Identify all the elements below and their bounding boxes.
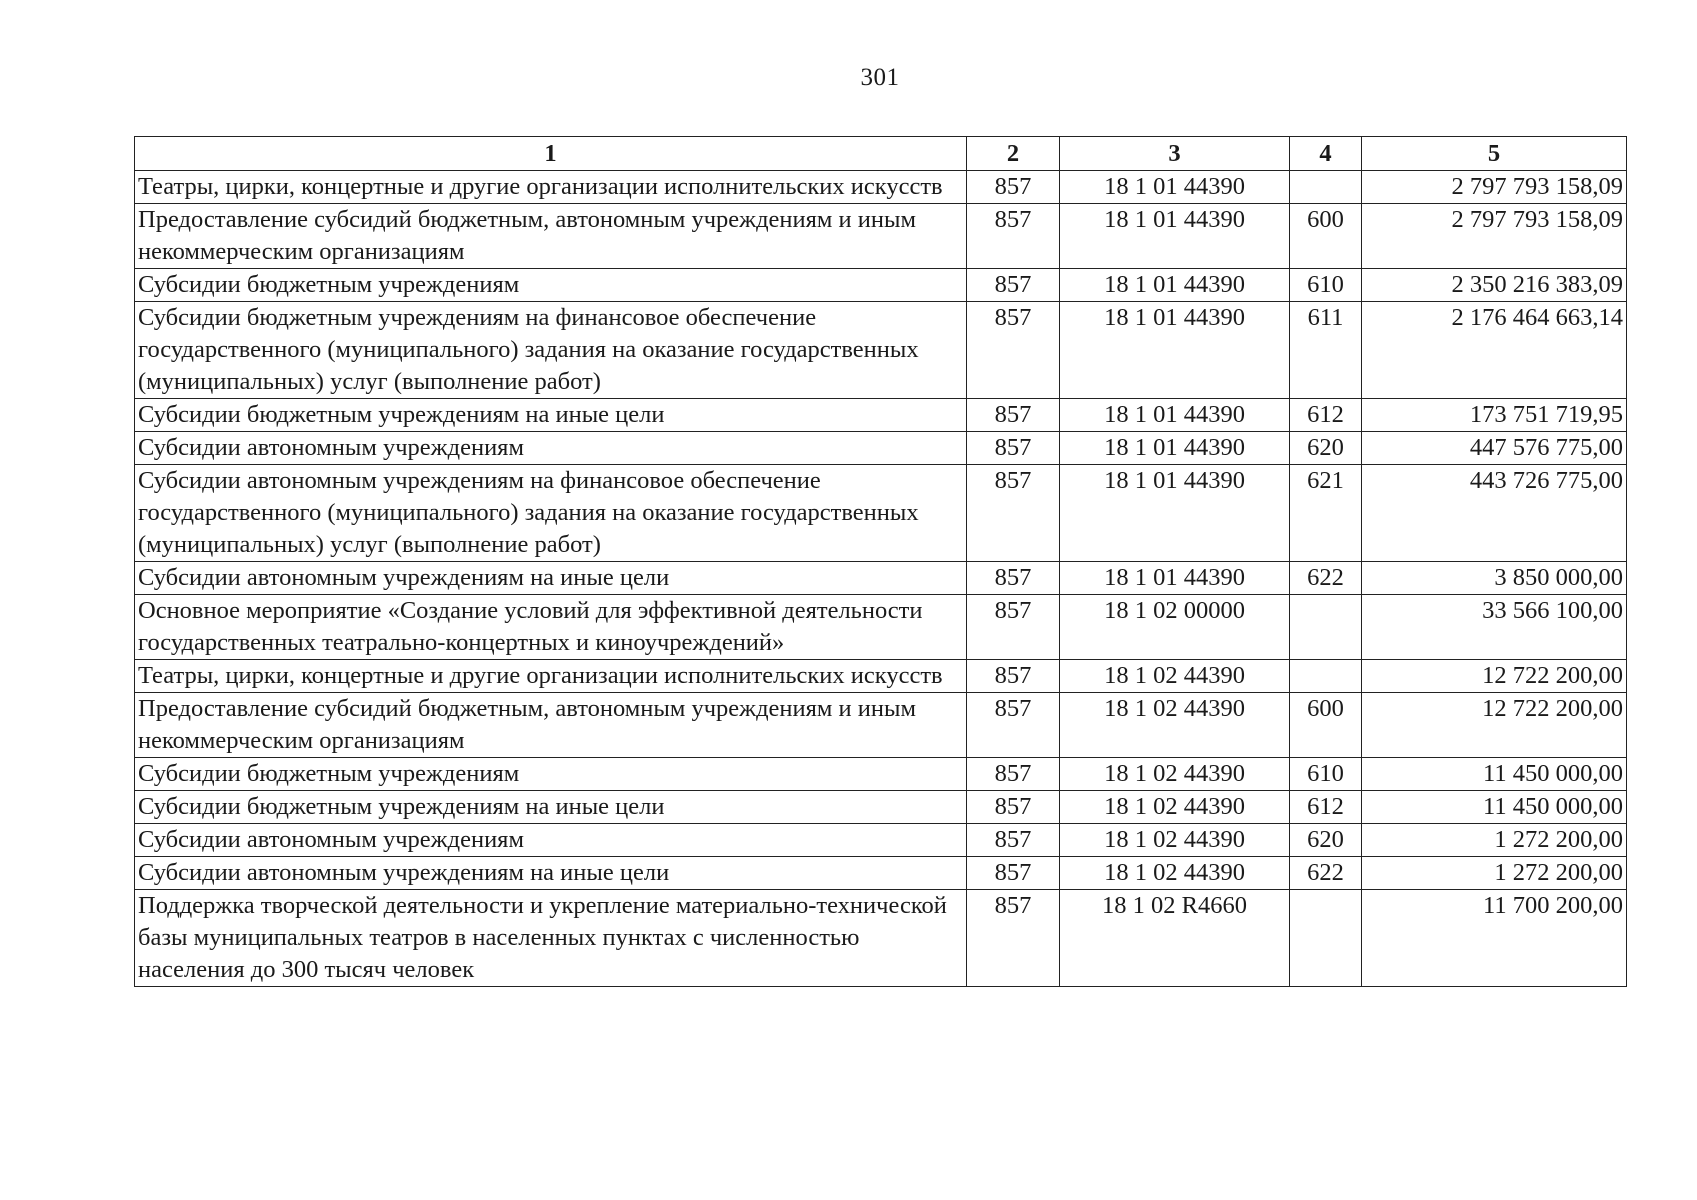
row-vr-cell bbox=[1290, 890, 1362, 987]
table-row bbox=[135, 890, 1627, 987]
row-csr-cell: 18 1 01 44390 bbox=[1060, 432, 1290, 465]
row-csr-cell: 18 1 02 R4660 bbox=[1060, 890, 1290, 987]
row-csr-cell: 18 1 02 44390 bbox=[1060, 693, 1290, 758]
table-row bbox=[135, 857, 1627, 890]
table-header bbox=[135, 137, 1627, 171]
row-vr-cell bbox=[1290, 660, 1362, 693]
row-sum-cell: 11 700 200,00 bbox=[1362, 890, 1627, 987]
row-name-cell: Субсидии бюджетным учреждениям на иные цели bbox=[135, 791, 967, 824]
row-sum-cell: 2 176 464 663,14 bbox=[1362, 302, 1627, 399]
row-code-cell: 857 bbox=[967, 399, 1060, 432]
row-vr-cell: 622 bbox=[1290, 562, 1362, 595]
header-col-2: 2 bbox=[967, 137, 1060, 171]
row-vr-cell bbox=[1290, 171, 1362, 204]
row-name-cell: Основное мероприятие «Создание условий для эффективной деятельности государственных театрально-концертных и киноучреждений» bbox=[135, 595, 967, 660]
row-csr-cell: 18 1 01 44390 bbox=[1060, 399, 1290, 432]
row-code-cell: 857 bbox=[967, 595, 1060, 660]
table-row bbox=[135, 171, 1627, 204]
row-sum-cell: 173 751 719,95 bbox=[1362, 399, 1627, 432]
table-row bbox=[135, 758, 1627, 791]
row-csr-cell: 18 1 02 44390 bbox=[1060, 824, 1290, 857]
row-name-cell: Субсидии бюджетным учреждениям на иные цели bbox=[135, 399, 967, 432]
row-name-cell: Субсидии бюджетным учреждениям bbox=[135, 269, 967, 302]
row-vr-cell: 611 bbox=[1290, 302, 1362, 399]
row-code-cell: 857 bbox=[967, 204, 1060, 269]
table-row bbox=[135, 562, 1627, 595]
row-csr-cell: 18 1 01 44390 bbox=[1060, 204, 1290, 269]
row-csr-cell: 18 1 01 44390 bbox=[1060, 171, 1290, 204]
row-name-cell: Предоставление субсидий бюджетным, автономным учреждениям и иным некоммерческим организациям bbox=[135, 204, 967, 269]
row-csr-cell: 18 1 01 44390 bbox=[1060, 465, 1290, 562]
row-name-cell: Субсидии автономным учреждениям bbox=[135, 432, 967, 465]
row-vr-cell bbox=[1290, 595, 1362, 660]
row-vr-cell: 620 bbox=[1290, 824, 1362, 857]
row-csr-cell: 18 1 01 44390 bbox=[1060, 269, 1290, 302]
row-name-cell: Субсидии автономным учреждениям на иные цели bbox=[135, 562, 967, 595]
row-sum-cell: 3 850 000,00 bbox=[1362, 562, 1627, 595]
row-code-cell: 857 bbox=[967, 791, 1060, 824]
row-sum-cell: 2 797 793 158,09 bbox=[1362, 171, 1627, 204]
row-code-cell: 857 bbox=[967, 562, 1060, 595]
budget-table bbox=[134, 136, 1627, 987]
row-name-cell: Предоставление субсидий бюджетным, автономным учреждениям и иным некоммерческим организациям bbox=[135, 693, 967, 758]
row-csr-cell: 18 1 01 44390 bbox=[1060, 302, 1290, 399]
row-sum-cell: 12 722 200,00 bbox=[1362, 693, 1627, 758]
row-code-cell: 857 bbox=[967, 171, 1060, 204]
row-csr-cell: 18 1 02 44390 bbox=[1060, 791, 1290, 824]
table-row bbox=[135, 432, 1627, 465]
table-row bbox=[135, 595, 1627, 660]
row-sum-cell: 1 272 200,00 bbox=[1362, 824, 1627, 857]
header-col-3: 3 bbox=[1060, 137, 1290, 171]
row-code-cell: 857 bbox=[967, 857, 1060, 890]
row-vr-cell: 600 bbox=[1290, 204, 1362, 269]
row-vr-cell: 612 bbox=[1290, 791, 1362, 824]
row-sum-cell: 12 722 200,00 bbox=[1362, 660, 1627, 693]
row-vr-cell: 600 bbox=[1290, 693, 1362, 758]
row-sum-cell: 11 450 000,00 bbox=[1362, 758, 1627, 791]
row-csr-cell: 18 1 02 44390 bbox=[1060, 758, 1290, 791]
row-sum-cell: 2 797 793 158,09 bbox=[1362, 204, 1627, 269]
table-row bbox=[135, 269, 1627, 302]
row-name-cell: Театры, цирки, концертные и другие организации исполнительских искусств bbox=[135, 660, 967, 693]
row-sum-cell: 443 726 775,00 bbox=[1362, 465, 1627, 562]
table-row bbox=[135, 204, 1627, 269]
table-row bbox=[135, 660, 1627, 693]
row-vr-cell: 610 bbox=[1290, 269, 1362, 302]
row-code-cell: 857 bbox=[967, 824, 1060, 857]
table-row bbox=[135, 302, 1627, 399]
header-col-5: 5 bbox=[1362, 137, 1627, 171]
row-csr-cell: 18 1 02 00000 bbox=[1060, 595, 1290, 660]
table-row bbox=[135, 791, 1627, 824]
table-body bbox=[135, 171, 1627, 987]
row-code-cell: 857 bbox=[967, 432, 1060, 465]
header-col-1: 1 bbox=[135, 137, 967, 171]
row-name-cell: Театры, цирки, концертные и другие организации исполнительских искусств bbox=[135, 171, 967, 204]
row-vr-cell: 610 bbox=[1290, 758, 1362, 791]
table-row bbox=[135, 465, 1627, 562]
row-code-cell: 857 bbox=[967, 465, 1060, 562]
row-code-cell: 857 bbox=[967, 302, 1060, 399]
header-row bbox=[135, 137, 1627, 171]
row-sum-cell: 33 566 100,00 bbox=[1362, 595, 1627, 660]
row-vr-cell: 612 bbox=[1290, 399, 1362, 432]
row-sum-cell: 447 576 775,00 bbox=[1362, 432, 1627, 465]
row-vr-cell: 622 bbox=[1290, 857, 1362, 890]
row-name-cell: Субсидии бюджетным учреждениям bbox=[135, 758, 967, 791]
table-row bbox=[135, 693, 1627, 758]
row-vr-cell: 621 bbox=[1290, 465, 1362, 562]
row-sum-cell: 1 272 200,00 bbox=[1362, 857, 1627, 890]
row-name-cell: Субсидии бюджетным учреждениям на финансовое обеспечение государственного (муниципального) задания на оказание государственных (муниципальных) услуг (выполнение работ) bbox=[135, 302, 967, 399]
row-name-cell: Субсидии автономным учреждениям на финансовое обеспечение государственного (муниципального) задания на оказание государственных (муниципальных) услуг (выполнение работ) bbox=[135, 465, 967, 562]
row-vr-cell: 620 bbox=[1290, 432, 1362, 465]
row-code-cell: 857 bbox=[967, 660, 1060, 693]
row-code-cell: 857 bbox=[967, 890, 1060, 987]
header-col-4: 4 bbox=[1290, 137, 1362, 171]
row-name-cell: Субсидии автономным учреждениям на иные цели bbox=[135, 857, 967, 890]
row-csr-cell: 18 1 02 44390 bbox=[1060, 857, 1290, 890]
row-code-cell: 857 bbox=[967, 758, 1060, 791]
table-row bbox=[135, 824, 1627, 857]
row-name-cell: Поддержка творческой деятельности и укрепление материально-технической базы муниципальных театров в населенных пунктах с численностью населения до 300 тысяч человек bbox=[135, 890, 967, 987]
row-code-cell: 857 bbox=[967, 693, 1060, 758]
row-csr-cell: 18 1 02 44390 bbox=[1060, 660, 1290, 693]
page-number: 301 bbox=[860, 64, 900, 91]
row-csr-cell: 18 1 01 44390 bbox=[1060, 562, 1290, 595]
row-sum-cell: 11 450 000,00 bbox=[1362, 791, 1627, 824]
table-row bbox=[135, 399, 1627, 432]
row-sum-cell: 2 350 216 383,09 bbox=[1362, 269, 1627, 302]
row-code-cell: 857 bbox=[967, 269, 1060, 302]
row-name-cell: Субсидии автономным учреждениям bbox=[135, 824, 967, 857]
